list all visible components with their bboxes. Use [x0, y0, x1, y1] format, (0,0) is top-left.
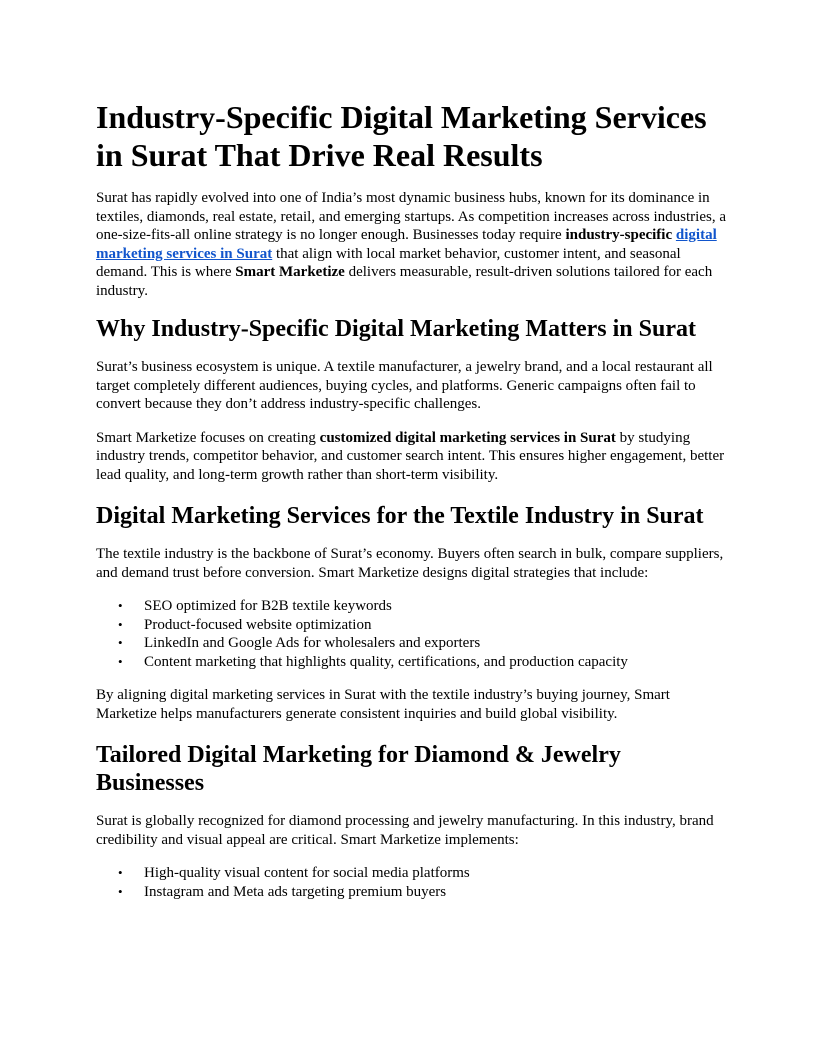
intro-text-4: delivers measurable, result-driven solutions tailored for each industry. [96, 264, 713, 299]
bullet-icon: • [118, 598, 123, 613]
list-item [96, 864, 726, 883]
section-why-bold: customized digital marketing services in Surat [319, 429, 616, 446]
list-item-text: SEO optimized for B2B textile keywords [144, 598, 392, 614]
section-diamond-paragraph-1: Surat is globally recognized for diamond processing and jewelry manufacturing. In this industry, brand credibility and visual appeal are critical. Smart Marketize implements: [96, 813, 714, 848]
bullet-icon: • [118, 883, 123, 899]
bullet-icon: • [118, 653, 123, 669]
intro-text-1: Surat has rapidly evolved into one of India’s most dynamic business hubs, known for its dominance in textiles, diamonds, real estate, retail, and emerging startups. As competition increases across industries, a one-size-fits-all online strategy is no longer enough. Businesses today require [96, 190, 726, 243]
section-textile-paragraph-2: By aligning digital marketing services in Surat with the textile industry’s buying journey, Smart Marketize helps manufacturers generate consistent inquiries and build global visibility. [96, 687, 670, 722]
section-why-text-1: Smart Marketize focuses on creating [96, 429, 320, 446]
list-item [96, 634, 726, 653]
section-heading-diamond: Tailored Digital Marketing for Diamond & Jewelry Businesses [96, 742, 621, 796]
diamond-bullet-list [96, 864, 726, 901]
list-item [96, 653, 726, 672]
bullet-icon: • [118, 865, 123, 880]
list-item [96, 883, 726, 902]
bullet-icon: • [118, 635, 123, 650]
document-page [96, 98, 726, 916]
digital-marketing-surat-link[interactable]: digital marketing services in Surat [96, 227, 717, 262]
list-item-text: Content marketing that highlights quality, certifications, and production capacity [144, 653, 628, 670]
textile-bullet-list [96, 597, 726, 671]
section-heading-why: Why Industry-Specific Digital Marketing Matters in Surat [96, 316, 696, 342]
list-item-text: Instagram and Meta ads targeting premium buyers [144, 883, 447, 900]
list-item [96, 597, 726, 616]
intro-paragraph [96, 189, 726, 300]
section-heading-textile: Digital Marketing Services for the Textile Industry in Surat [96, 503, 704, 529]
list-item-text: Product-focused website optimization [144, 616, 372, 633]
intro-bold-industry-specific: industry-specific [565, 227, 673, 243]
list-item-text: High-quality visual content for social media platforms [144, 865, 470, 881]
intro-text-3: that align with local market behavior, customer intent, and seasonal demand. This is where [96, 245, 681, 280]
section-why-paragraph-1: Surat’s business ecosystem is unique. A textile manufacturer, a jewelry brand, and a local restaurant all target completely different audiences, buying cycles, and platforms. Generic campaigns often fail to convert because they don’t address industry-specific challenges. [96, 359, 713, 412]
document-title: Industry-Specific Digital Marketing Services in Surat That Drive Real Results [96, 99, 707, 173]
bullet-icon: • [118, 616, 123, 632]
list-item [96, 616, 726, 635]
section-why-paragraph-2 [96, 429, 726, 485]
section-why-text-2: by studying industry trends, competitor behavior, and customer search intent. This ensures higher engagement, better lead quality, and long-term growth rather than short-term visibility. [96, 429, 725, 483]
intro-bold-smart-marketize: Smart Marketize [235, 264, 345, 280]
list-item-text: LinkedIn and Google Ads for wholesalers and exporters [144, 635, 481, 651]
section-textile-paragraph-1: The textile industry is the backbone of Surat’s economy. Buyers often search in bulk, compare suppliers, and demand trust before conversion. Smart Marketize designs digital strategies that include: [96, 546, 724, 581]
